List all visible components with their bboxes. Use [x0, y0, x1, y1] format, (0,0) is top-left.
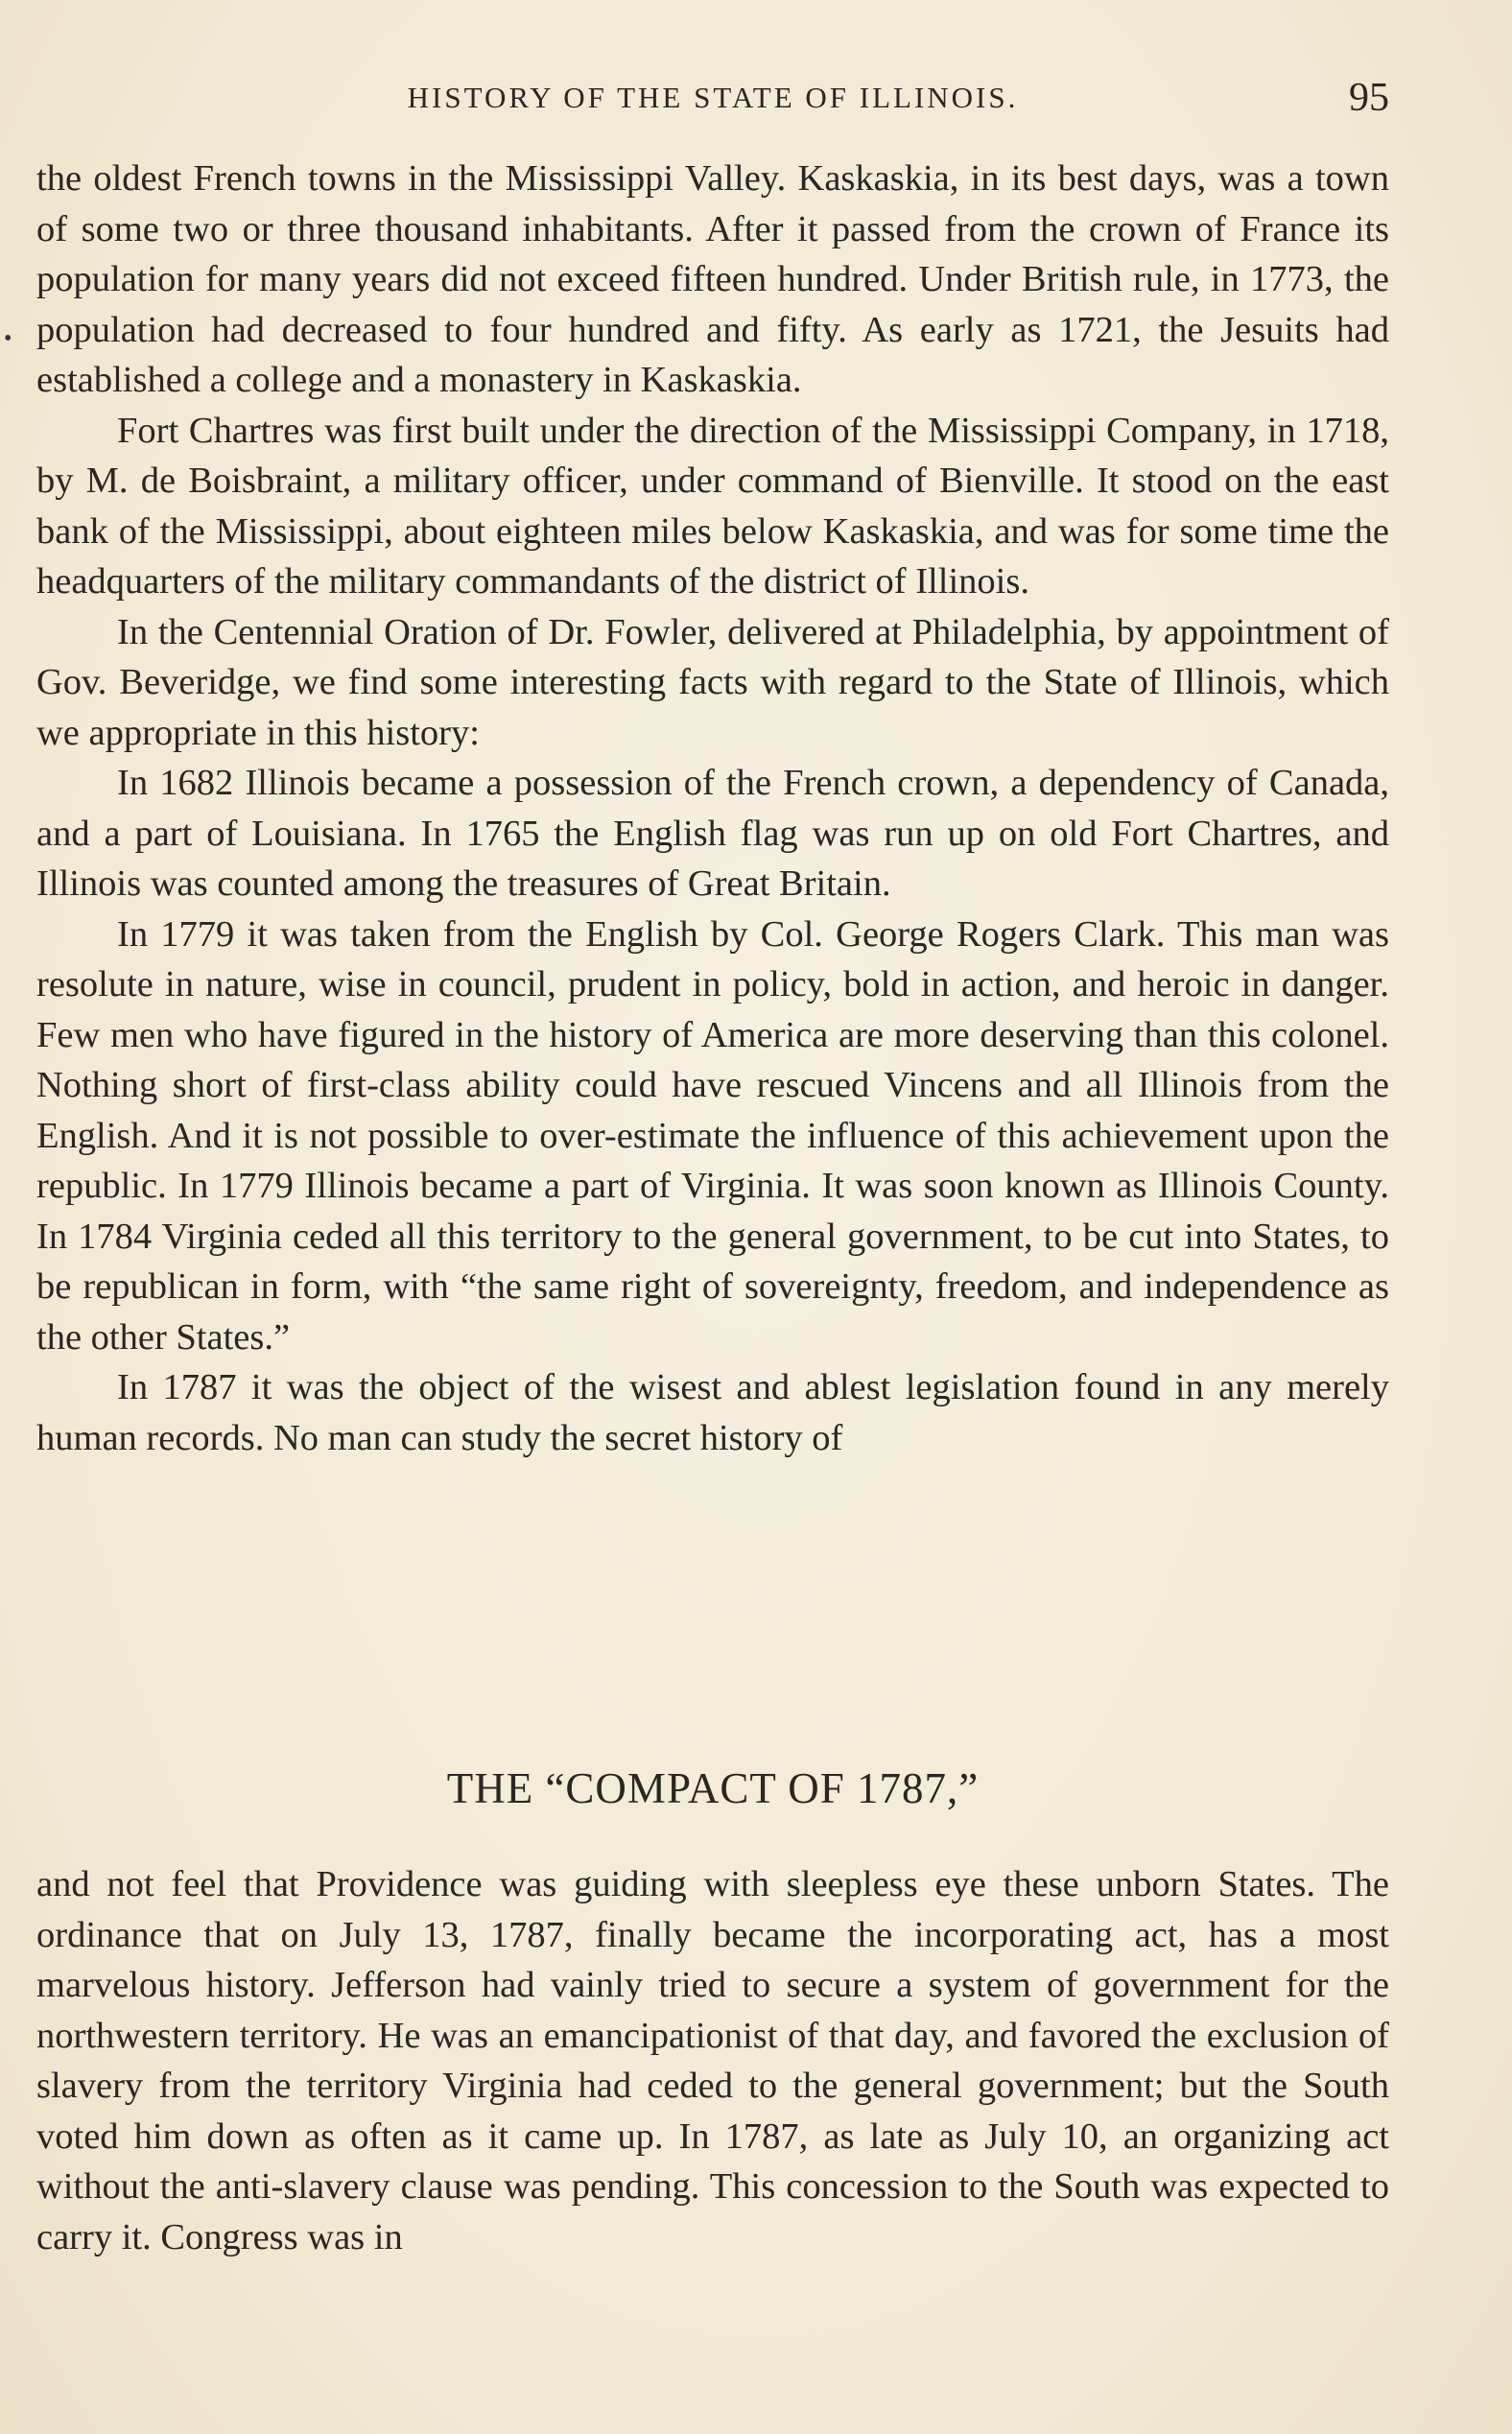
paragraph: In 1787 it was the object of the wisest and ablest legislation found in any merely human records. No man can study the secret history of [36, 1367, 1389, 1458]
margin-mark: • [4, 326, 12, 351]
running-title: HISTORY OF THE STATE OF ILLINOIS. [407, 81, 1019, 114]
paragraph: and not feel that Providence was guiding with sleepless eye these unborn States. The ordinance that on July 13, 1787, finally became the incorporating act, has a most marvelous history. Jefferson had vainly tried to secure a system of government for the northwestern territory. He was an emancipationist of that day, and favored the exclusion of slavery from the territory Virginia had ceded to the general government; but the South voted him down as often as it came up. In 1787, as late as July 10, an organizing act without the anti-slavery clause was pending. This concession to the South was expected to carry it. Congress was in [36, 1864, 1389, 2257]
paragraph: the oldest French towns in the Mississippi Valley. Kaskaskia, in its best days, was a town of some two or three thousand inhabitants. After it passed from the crown of France its population for many years did not exceed fifteen hundred. Under British rule, in 1773, the population had decreased to four hundred and fifty. As early as 1721, the Jesuits had established a college and a monastery in Kaskaskia. [36, 158, 1389, 400]
running-head [36, 75, 1389, 123]
body-text-top [36, 154, 1389, 1463]
section-heading: THE “COMPACT OF 1787,” [446, 1764, 980, 1812]
paragraph: In 1779 it was taken from the English by Col. George Rogers Clark. This man was resolute in nature, wise in council, prudent in policy, bold in action, and heroic in danger. Few men who have figured in the history of America are more deserving than this colonel. Nothing short of first-class ability could have rescued Vincens and all Illinois from the English. And it is not possible to over-estimate the influence of this achievement upon the republic. In 1779 Illinois became a part of Virginia. It was soon known as Illinois County. In 1784 Virginia ceded all this territory to the general government, to be cut into States, to be republican in form, with “the same right of sovereignty, freedom, and independence as the other States.” [36, 913, 1389, 1358]
body-text-bottom [36, 1859, 1389, 2262]
paragraph: Fort Chartres was first built under the direction of the Mississippi Company, in 1718, by M. de Boisbraint, a military officer, under command of Bienville. It stood on the east bank of the Mississippi, about eighteen miles below Kaskaskia, and was for some time the headquarters of the military commandants of the district of Illinois. [36, 410, 1389, 602]
paragraph: In 1682 Illinois became a possession of the French crown, a dependency of Canada, and a part of Louisiana. In 1765 the English flag was run up on old Fort Chartres, and Illinois was counted among the treasures of Great Britain. [36, 763, 1389, 904]
paragraph: In the Centennial Oration of Dr. Fowler, delivered at Philadelphia, by appointment of Gov. Beveridge, we find some interesting facts with regard to the State of Illinois, which we appropriate in this history: [36, 611, 1389, 753]
page-number: 95 [1349, 76, 1389, 120]
